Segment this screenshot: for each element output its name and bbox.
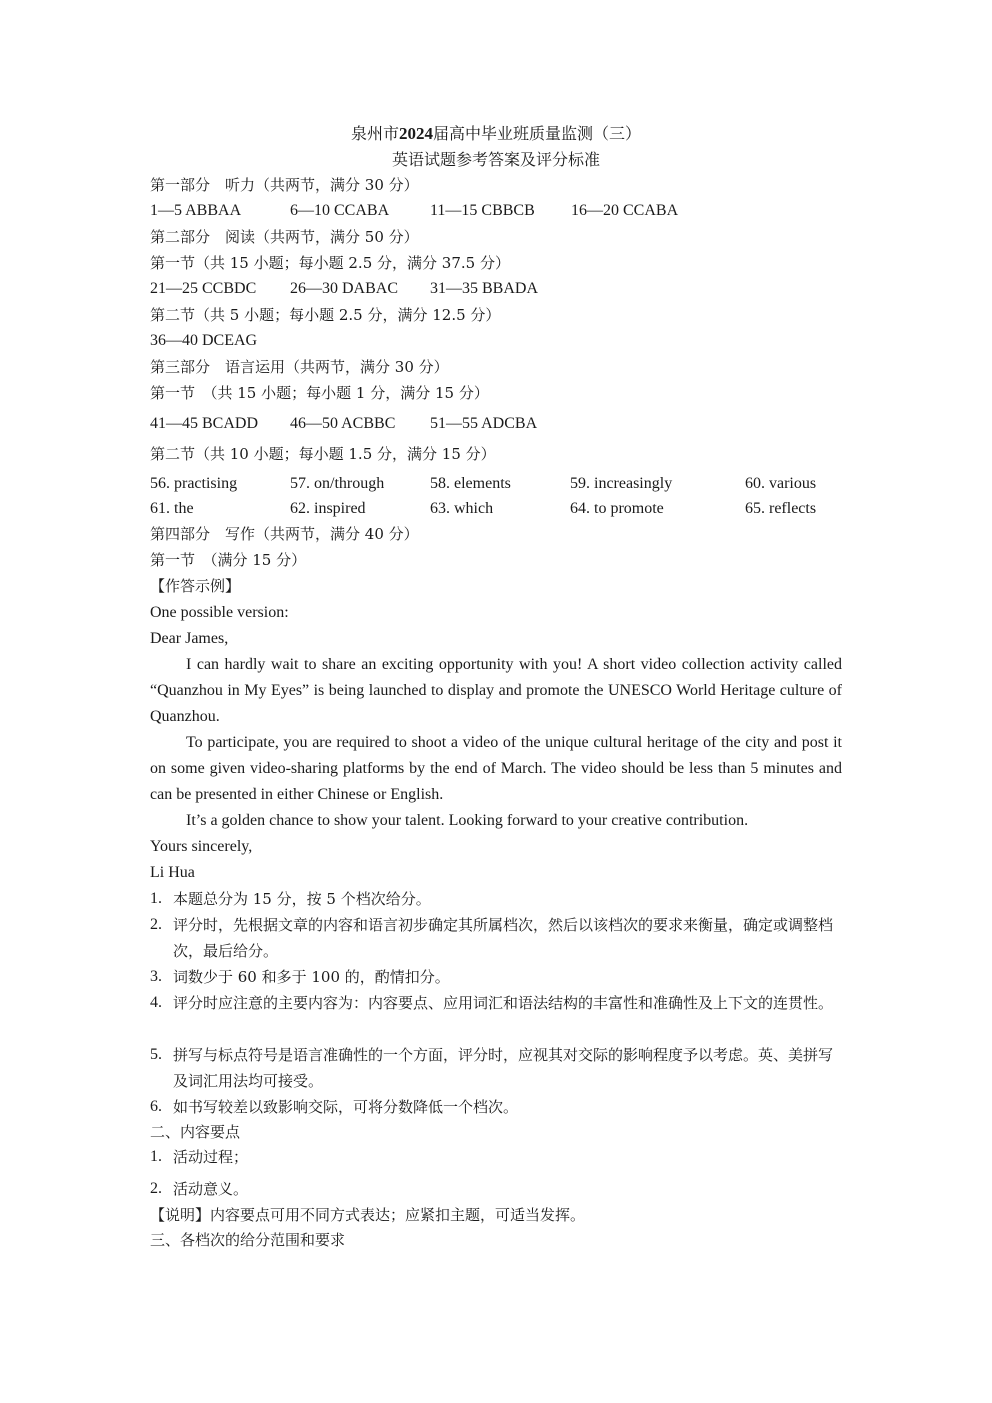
document-title xyxy=(150,124,842,144)
point-number: 1. xyxy=(150,1148,162,1165)
answer-group: 41—45 BCADD xyxy=(150,415,259,432)
rule-number: 3. xyxy=(150,968,162,985)
rule-item xyxy=(150,1042,842,1094)
fill-answer: 61. the xyxy=(150,500,194,517)
rule-item xyxy=(150,912,842,964)
rule-text: 如书写较差以致影响交际，可将分数降低一个档次。 xyxy=(173,1098,519,1116)
letter-greeting: Dear James, xyxy=(150,630,229,647)
title-year: 2024 xyxy=(399,124,433,143)
letter-paragraph-3: It’s a golden chance to show your talent. Looking forward to your creative contribution. xyxy=(186,812,749,829)
content-point xyxy=(150,1144,842,1170)
rule-text: 词数少于 60 和多于 100 的，酌情扣分。 xyxy=(173,968,450,986)
fill-answer: 57. on/through xyxy=(290,475,385,492)
rule-text: 拼写与标点符号是语言准确性的一个方面，评分时，应视其对交际的影响程度予以考虑。英、美拼写及词汇用法均可接受。 xyxy=(173,1046,834,1090)
answer-group: 31—35 BBADA xyxy=(430,280,539,297)
part3-heading: 第三部分 语言运用（共两节，满分 30 分） xyxy=(150,358,449,376)
part2-answers1 xyxy=(150,279,842,299)
part2-section2: 第二节（共 5 小题；每小题 2.5 分，满分 12.5 分） xyxy=(150,306,501,324)
answer-group: 16—20 CCABA xyxy=(571,202,679,219)
part2-answers2: 36—40 DCEAG xyxy=(150,332,258,349)
part3-section1: 第一节 （共 15 小题；每小题 1 分，满分 15 分） xyxy=(150,384,489,402)
answer-group: 26—30 DABAC xyxy=(290,280,399,297)
fill-answer: 65. reflects xyxy=(745,500,817,517)
rule-item xyxy=(150,886,842,912)
version-label: One possible version: xyxy=(150,604,289,621)
point-text: 活动过程； xyxy=(173,1148,249,1166)
answer-group: 51—55 ADCBA xyxy=(430,415,538,432)
grading-heading: 三、各档次的给分范围和要求 xyxy=(150,1231,346,1249)
part4-heading: 第四部分 写作（共两节，满分 40 分） xyxy=(150,525,419,543)
rule-number: 6. xyxy=(150,1098,162,1115)
document-subtitle: 英语试题参考答案及评分标准 xyxy=(391,150,600,169)
part2-section1: 第一节（共 15 小题；每小题 2.5 分，满分 37.5 分） xyxy=(150,254,510,272)
rule-text: 本题总分为 15 分，按 5 个档次给分。 xyxy=(173,890,431,908)
letter-signature: Li Hua xyxy=(150,864,195,881)
content-point xyxy=(150,1176,842,1202)
fill-answer: 59. increasingly xyxy=(570,475,673,492)
answer-group: 6—10 CCABA xyxy=(290,202,390,219)
answer-group: 1—5 ABBAA xyxy=(150,202,242,219)
part1-answers xyxy=(150,201,842,221)
letter-paragraph-1: I can hardly wait to share an exciting opportunity with you! A short video collection activity called “Quanzhou in My Eyes” is being launched to display and promote the UNESCO World Heritage culture of Quanzhou. xyxy=(150,656,842,725)
example-label: 【作答示例】 xyxy=(150,577,241,595)
part2-heading: 第二部分 阅读（共两节，满分 50 分） xyxy=(150,228,419,246)
part3-answers1 xyxy=(150,414,842,434)
fill-row-2 xyxy=(150,499,842,519)
rule-item xyxy=(150,964,842,990)
answer-group: 46—50 ACBBC xyxy=(290,415,396,432)
rule-item xyxy=(150,990,842,1016)
answer-group: 11—15 CBBCB xyxy=(430,202,535,219)
title-prefix: 泉州市 xyxy=(350,124,399,143)
fill-answer: 60. various xyxy=(745,475,817,492)
fill-answer: 63. which xyxy=(430,500,494,517)
letter-closing: Yours sincerely, xyxy=(150,838,253,855)
content-points-heading: 二、内容要点 xyxy=(150,1123,241,1141)
part3-section2: 第二节（共 10 小题；每小题 1.5 分，满分 15 分） xyxy=(150,445,496,463)
letter-paragraph-2: To participate, you are required to shoot a video of the unique cultural heritage of the city and post it on some given video-sharing platforms by the end of March. The video should be less than 5 minutes and can be presented in either Chinese or English. xyxy=(150,734,842,803)
point-text: 活动意义。 xyxy=(173,1180,249,1198)
part4-section1: 第一节 （满分 15 分） xyxy=(150,551,307,569)
answer-group: 21—25 CCBDC xyxy=(150,280,257,297)
rule-item xyxy=(150,1094,842,1120)
fill-answer: 62. inspired xyxy=(290,500,366,517)
rule-number: 2. xyxy=(150,916,162,933)
rule-number: 5. xyxy=(150,1046,162,1063)
fill-row-1 xyxy=(150,474,842,494)
rule-number: 4. xyxy=(150,994,162,1011)
title-suffix: 届高中毕业班质量监测（三） xyxy=(433,124,642,143)
fill-answer: 64. to promote xyxy=(570,500,664,517)
point-number: 2. xyxy=(150,1180,162,1197)
fill-answer: 58. elements xyxy=(430,475,511,492)
rule-text: 评分时应注意的主要内容为：内容要点、应用词汇和语法结构的丰富性和准确性及上下文的连贯性。 xyxy=(173,994,834,1012)
part1-heading: 第一部分 听力（共两节，满分 30 分） xyxy=(150,176,419,194)
rule-number: 1. xyxy=(150,890,162,907)
fill-answer: 56. practising xyxy=(150,475,238,492)
rule-text: 评分时，先根据文章的内容和语言初步确定其所属档次，然后以该档次的要求来衡量，确定或调整档次，最后给分。 xyxy=(173,916,834,960)
content-note: 【说明】内容要点可用不同方式表达；应紧扣主题，可适当发挥。 xyxy=(150,1206,586,1224)
